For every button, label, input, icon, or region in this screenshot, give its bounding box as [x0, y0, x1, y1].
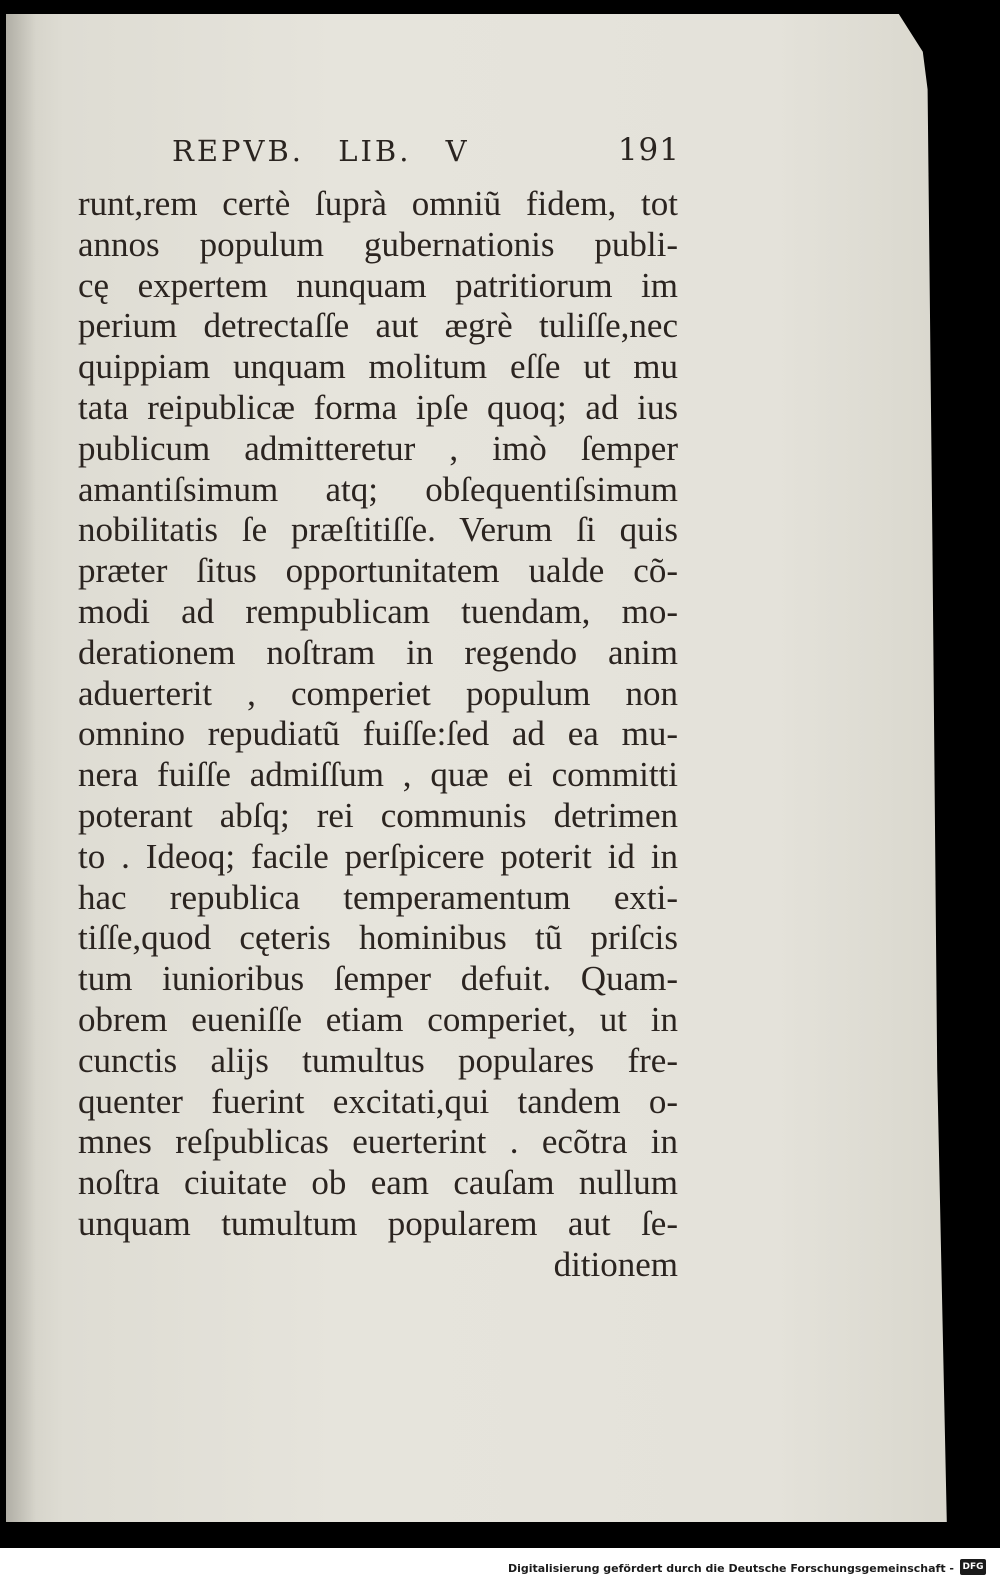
- text-line: omnino repudiatũ fuiſſe:ſed ad ea mu-: [78, 714, 678, 754]
- text-line: tiſſe,quod cęteris hominibus tũ priſcis: [78, 918, 678, 958]
- page-number: 191: [617, 132, 680, 168]
- text-line: runt,rem certè ſuprà omniũ fidem, tot: [78, 184, 678, 223]
- text-line: cunctis alijs tumultus populares fre-: [78, 1040, 678, 1080]
- body-text: [78, 184, 678, 1286]
- text-line: quippiam unquam molitum eſſe ut mu: [78, 347, 678, 387]
- text-line: tum iunioribus ſemper defuit. Quam-: [78, 959, 678, 999]
- text-line: præter ſitus opportunitatem ualde cõ-: [78, 551, 678, 591]
- text-line: to . Ideoq; facile perſpicere poterit id in: [78, 836, 678, 876]
- digitization-footer: [0, 1548, 1000, 1586]
- text-line: quenter fuerint excitati,qui tandem o-: [78, 1081, 678, 1121]
- text-line: tata reipublicæ forma ipſe quoq; ad ius: [78, 387, 678, 427]
- funding-credit: Digitalisierung gefördert durch die Deutsche Forschungsgemeinschaft -: [507, 1562, 954, 1575]
- text-line: unquam tumultum popularem aut ſe-: [78, 1203, 678, 1243]
- text-line: annos populum gubernationis publi-: [78, 224, 678, 264]
- text-line: derationem noſtram in regendo anim: [78, 632, 678, 672]
- text-line: mnes reſpublicas euerterint . ecõtra in: [78, 1122, 678, 1162]
- text-line: obrem eueniſſe etiam comperiet, ut in: [78, 999, 678, 1039]
- text-line: publicum admitteretur , imò ſemper: [78, 428, 678, 468]
- running-title: REPVB. LIB. V: [172, 134, 470, 168]
- text-line: nera fuiſſe admiſſum , quæ ei committi: [78, 755, 678, 795]
- text-line: amantiſsimum atq; obſequentiſsimum: [78, 469, 678, 509]
- dfg-logo: DFG: [960, 1559, 986, 1575]
- text-line: aduerterit , comperiet populum non: [78, 673, 678, 713]
- text-line: noſtra ciuitate ob eam cauſam nullum: [78, 1163, 678, 1203]
- running-header: [172, 128, 680, 176]
- text-line: perium detrectaſſe aut ægrè tuliſſe,nec: [78, 306, 678, 346]
- catchword: ditionem: [553, 1244, 678, 1284]
- text-line: nobilitatis ſe præſtitiſſe. Verum ſi quis: [78, 510, 678, 550]
- page-gutter-shadow: [6, 14, 36, 1522]
- text-line: modi ad rempublicam tuendam, mo-: [78, 591, 678, 631]
- text-line: cę expertem nunquam patritiorum im: [78, 265, 678, 305]
- text-line: poterant abſq; rei communis detrimen: [78, 795, 678, 835]
- text-line: hac republica temperamentum exti-: [78, 877, 678, 917]
